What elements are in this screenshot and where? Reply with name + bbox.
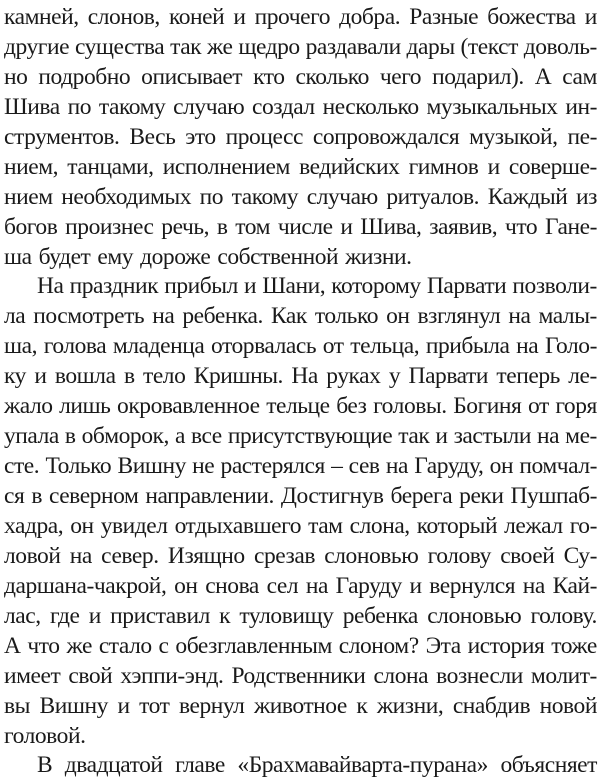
word: горя (555, 393, 597, 420)
text-line (4, 451, 597, 481)
word: щедро (238, 33, 300, 60)
word: божества (487, 4, 576, 30)
word: в (123, 363, 135, 390)
word: тельца, (350, 333, 420, 360)
word: ин- (565, 93, 597, 120)
word: по (199, 183, 224, 210)
word: и (88, 602, 101, 629)
word: из (575, 183, 597, 210)
word: стало (98, 632, 152, 659)
word: Родственники (231, 662, 366, 689)
word: голову. (530, 602, 597, 629)
word: сколько (295, 63, 369, 90)
word: руках (326, 363, 381, 390)
word: он (386, 303, 410, 330)
text-line (4, 152, 597, 182)
word: струментов. (4, 123, 120, 150)
word: Парвати (426, 273, 507, 300)
word: там (308, 512, 343, 539)
word: пе- (567, 123, 597, 150)
word: реки (459, 483, 504, 509)
word: Богиня (453, 393, 522, 420)
word: вознесли (436, 662, 523, 689)
word: ла (4, 303, 26, 330)
word: снова (205, 572, 259, 599)
word: свой (68, 662, 113, 689)
text-line (4, 361, 597, 391)
word: чего (379, 63, 422, 90)
word: от (527, 393, 549, 420)
word: на (516, 333, 539, 360)
text-line (4, 631, 597, 661)
word: богов (4, 213, 58, 240)
word: север. (101, 542, 159, 569)
word: же (207, 33, 233, 60)
word: необходимых (61, 183, 192, 210)
word: в (216, 213, 228, 240)
word: и (340, 213, 353, 240)
word: он (489, 453, 514, 480)
word: ку (4, 363, 26, 390)
word: имеет (4, 662, 61, 689)
word: где (49, 602, 80, 629)
word: он (174, 572, 198, 599)
word: сев (348, 453, 380, 480)
word: Су- (563, 542, 597, 569)
word: снабдив (452, 692, 531, 719)
word: и (487, 153, 500, 180)
word: же (66, 632, 92, 659)
word: на (152, 303, 175, 330)
word: Кай- (552, 572, 597, 599)
word: ле- (568, 363, 597, 390)
word: младенца (112, 333, 205, 360)
word: прибыла (425, 333, 510, 360)
word: туловищу (239, 602, 334, 629)
word: и (244, 273, 257, 300)
word: будет (38, 243, 91, 270)
word: Пушпаб- (510, 483, 597, 509)
word: ему (97, 243, 134, 270)
word: прибыл (164, 273, 238, 300)
word: Гаруду, (414, 453, 484, 480)
text-line (4, 212, 597, 242)
text-line (4, 331, 597, 361)
word: что (504, 213, 538, 240)
word: тот (139, 692, 170, 719)
word: Как (271, 303, 307, 330)
text-line (4, 721, 597, 751)
text-line (4, 481, 597, 511)
word: от (322, 333, 344, 360)
text-line (4, 92, 597, 122)
word: тельце (266, 393, 330, 420)
word: числе (277, 213, 333, 240)
word: обморок, (81, 423, 169, 450)
word: ша, (4, 333, 38, 360)
word: с (158, 632, 169, 659)
word: северном (48, 483, 139, 509)
word: без (336, 393, 367, 420)
text-line (4, 601, 597, 631)
word: случаю (306, 183, 378, 210)
word: праздник (69, 273, 159, 300)
word: объясняет (500, 752, 597, 779)
word: хадра, (4, 512, 64, 539)
word: Голо- (544, 333, 597, 360)
word: растерялся (220, 453, 325, 480)
word: добра. (339, 4, 401, 30)
text-line (4, 511, 597, 541)
word: упала (4, 423, 59, 450)
word: позволи- (512, 273, 597, 300)
word: ритуалов. (386, 183, 480, 210)
word: головой. (4, 722, 86, 749)
word: жизни, (376, 692, 444, 719)
word: сте. (4, 453, 40, 480)
word: лас, (4, 602, 41, 629)
word: случаю (173, 93, 245, 120)
word: голову (427, 542, 491, 569)
word: сам (562, 63, 597, 90)
word: музыкой, (469, 123, 558, 150)
word: присутствующие (227, 423, 393, 450)
word: на (537, 423, 560, 450)
word: а (174, 423, 185, 450)
word: по (67, 93, 91, 120)
word: что (27, 632, 60, 659)
word: такому (231, 183, 299, 210)
word: у (388, 363, 401, 390)
word: обезглавленным (175, 632, 332, 659)
text-line (4, 421, 597, 451)
word: жало (4, 393, 53, 420)
word: теперь (496, 363, 560, 390)
word: слонов, (87, 4, 160, 30)
word: и (435, 423, 448, 450)
word: увидел (100, 512, 168, 539)
word: взглянул (417, 303, 501, 330)
word: (текст (460, 33, 518, 60)
word: слоновью (427, 602, 522, 629)
word: оторвалась (210, 333, 317, 360)
word: на (508, 303, 531, 330)
word: все (191, 423, 222, 450)
word: не (192, 453, 215, 480)
word: малы- (538, 303, 597, 330)
word: несколько (322, 93, 419, 120)
text-line (4, 391, 597, 421)
word: прочего (254, 4, 330, 30)
text-line (4, 182, 597, 212)
word: он (70, 512, 94, 539)
word: произнес (65, 213, 154, 240)
word: другие (4, 33, 70, 60)
word: к (219, 602, 231, 629)
word: гимнов (408, 153, 479, 180)
word: ловой (4, 542, 61, 569)
word: Шива (4, 93, 60, 120)
word: лишь (59, 393, 111, 420)
word: своей (500, 542, 555, 569)
text-line (4, 122, 597, 152)
word: сел (266, 572, 299, 599)
word: головы. (373, 393, 447, 420)
word: существа (74, 33, 165, 60)
text-line (4, 691, 597, 721)
word: том (235, 213, 271, 240)
word: это (185, 123, 216, 150)
word: так (170, 33, 202, 60)
word: которому (331, 273, 421, 300)
word: застыли (453, 423, 531, 450)
word: на (522, 572, 545, 599)
word: музыкальных (426, 93, 558, 120)
word: подарил). (432, 63, 524, 90)
text-line (4, 242, 597, 272)
word: собственной (217, 243, 339, 270)
text-line (4, 32, 597, 62)
word: Парвати (408, 363, 489, 390)
word: и (233, 4, 246, 30)
word: речь, (161, 213, 210, 240)
word: на (69, 542, 92, 569)
word: раздавали (305, 33, 401, 60)
word: хэппи-энд. (120, 662, 224, 689)
word: Только (45, 453, 112, 480)
word: ша (4, 243, 32, 270)
word: доволь- (523, 33, 597, 60)
word: В (37, 752, 53, 779)
word: к (356, 692, 368, 719)
word: Кришны. (193, 363, 283, 390)
word: «Брахмавайварта-пурана» (237, 752, 488, 779)
word: и (117, 692, 130, 719)
word: слона, (349, 512, 410, 539)
word: Весь (129, 123, 176, 150)
word: нием, (4, 153, 59, 180)
word: главе (175, 752, 225, 779)
word: А (4, 632, 21, 659)
word: направлении. (145, 483, 274, 509)
word: Разные (409, 4, 479, 30)
word: Гаруду (335, 572, 402, 599)
word: и (409, 572, 422, 599)
word: двадцатой (64, 752, 163, 779)
word: в (64, 423, 76, 450)
word: и (34, 363, 47, 390)
word: Шани, (262, 273, 326, 300)
text-line (4, 2, 597, 32)
word: го- (569, 512, 597, 539)
word: вы (4, 692, 30, 719)
word: заявив, (429, 213, 498, 240)
word: такому (98, 93, 166, 120)
word: который (416, 512, 498, 539)
word: помчал- (519, 453, 597, 480)
word: дары (406, 33, 455, 60)
word: но (4, 63, 28, 90)
word: слоном? (338, 632, 419, 659)
word: срезав (254, 542, 316, 569)
word: танцами, (67, 153, 154, 180)
word: слона (373, 662, 429, 689)
word: вернулся (429, 572, 516, 599)
text-line (4, 541, 597, 571)
word: Вишну (39, 692, 108, 719)
word: жизни. (345, 243, 412, 270)
word: в (31, 483, 42, 509)
word: На (37, 273, 64, 300)
text-line (4, 301, 597, 331)
word: Достигнув (280, 483, 384, 509)
word: – (331, 453, 343, 480)
word: ребенка (342, 602, 418, 629)
text-line (4, 661, 597, 691)
word: нием (4, 183, 53, 210)
word: А (534, 63, 552, 90)
word: на (385, 453, 408, 480)
word: Гане- (544, 213, 597, 240)
word: соверше- (508, 153, 597, 180)
word: даршана-чакрой, (4, 572, 167, 599)
word: На (291, 363, 318, 390)
word: окровавленное (117, 393, 260, 420)
word: дороже (140, 243, 211, 270)
word: кто (253, 63, 285, 90)
word: Вишну (117, 453, 186, 480)
word: ребенка. (182, 303, 263, 330)
word: ведийских (299, 153, 400, 180)
word: ся (4, 483, 25, 509)
word: описывает (141, 63, 243, 90)
word: ме- (565, 423, 597, 450)
word: только (314, 303, 379, 330)
word: слоновью (324, 542, 419, 569)
word: берега (390, 483, 453, 509)
word: голова (43, 333, 107, 360)
word: камней, (4, 4, 79, 30)
text-line (4, 271, 597, 301)
word: история (467, 632, 545, 659)
word: сопровождался (312, 123, 460, 150)
word: Каждый (487, 183, 568, 210)
word: вернул (178, 692, 245, 719)
word: подробно (38, 63, 131, 90)
word: тело (143, 363, 186, 390)
word: так (398, 423, 430, 450)
word: Шива, (360, 213, 422, 240)
word: Изящно (167, 542, 245, 569)
word: отдыхавшего (174, 512, 302, 539)
word: новой (539, 692, 597, 719)
text-line (4, 571, 597, 601)
word: животное (253, 692, 347, 719)
word: тоже (551, 632, 597, 659)
word: приставил (110, 602, 210, 629)
word: Эта (425, 632, 461, 659)
document-page (4, 2, 597, 780)
word: процесс (225, 123, 303, 150)
word: молит- (530, 662, 597, 689)
text-line (4, 62, 597, 92)
word: коней (168, 4, 225, 30)
text-line (4, 750, 597, 780)
word: посмотреть (33, 303, 145, 330)
word: на (305, 572, 328, 599)
word: лежал (504, 512, 563, 539)
word: создал (252, 93, 315, 120)
word: и (584, 4, 597, 30)
word: вошла (54, 363, 116, 390)
word: исполнением (162, 153, 290, 180)
